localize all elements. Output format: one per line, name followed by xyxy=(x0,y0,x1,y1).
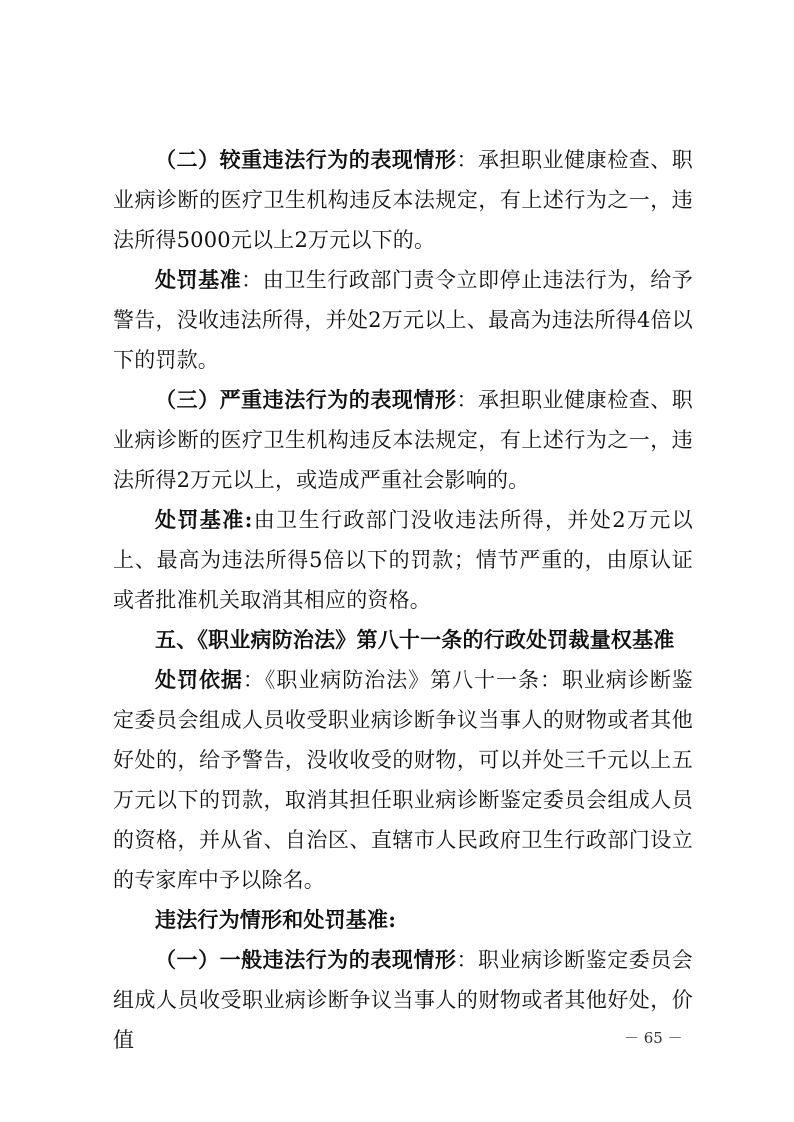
paragraph-separator: ： xyxy=(456,948,479,972)
paragraph-body: 由卫生行政部门责令立即停止违法行为，给予警告，没收违法所得，并处2万元以上、最高为违法所得4倍以下的罚款。 xyxy=(113,268,694,372)
paragraph-body: 承担职业健康检查、职业病诊断的医疗卫生机构违反本法规定，有上述行为之一，违法所得5000元以上2万元以下的。 xyxy=(113,148,694,252)
paragraph-penalty-standard xyxy=(113,500,693,620)
paragraph-separator: ： xyxy=(456,148,479,172)
paragraph-body: 由卫生行政部门没收违法所得，并处2万元以上、最高为违法所得5倍以下的罚款；情节严重的，由原认证或者批准机关取消其相应的资格。 xyxy=(113,508,693,612)
paragraph-serious-violation xyxy=(113,140,693,260)
paragraph-lead: 处罚依据 xyxy=(155,667,243,692)
paragraph-lead: （三）严重违法行为的表现情形 xyxy=(155,387,457,412)
paragraph-separator: ： xyxy=(241,268,263,292)
paragraph-lead: （二）较重违法行为的表现情形 xyxy=(155,147,457,172)
paragraph-lead: （一）一般违法行为的表现情形 xyxy=(155,947,457,972)
paragraph-lead: 处罚基准 xyxy=(155,267,242,292)
paragraph-body: 职业病诊断鉴定委员会组成人员收受职业病诊断争议当事人的财物或者其他好处，价值 xyxy=(113,948,694,1052)
section-heading: 五、《职业病防治法》第八十一条的行政处罚裁量权基准 xyxy=(155,627,675,652)
paragraph-grave-violation xyxy=(113,380,693,500)
paragraph-separator: ： xyxy=(242,668,265,692)
paragraph-lead: 处罚基准: xyxy=(155,507,253,532)
sub-heading: 违法行为情形和处罚基准: xyxy=(155,907,397,932)
body-text xyxy=(113,140,693,1060)
paragraph-penalty-basis xyxy=(113,660,693,900)
paragraph-separator: ： xyxy=(456,388,479,412)
page-number: － 65 － xyxy=(624,1029,683,1047)
paragraph-body: 承担职业健康检查、职业病诊断的医疗卫生机构违反本法规定，有上述行为之一，违法所得2万元以上，或造成严重社会影响的。 xyxy=(113,388,694,492)
paragraph-penalty-standard xyxy=(113,260,693,380)
paragraph-general-violation xyxy=(113,940,693,1060)
paragraph-body: 《职业病防治法》第八十一条：职业病诊断鉴定委员会组成人员收受职业病诊断争议当事人的财物或者其他好处的，给予警告，没收收受的财物，可以并处三千元以上五万元以下的罚款，取消其担任职业病诊断鉴定委员会组成人员的资格，并从省、自治区、直辖市人民政府卫生行政部门设立的专家库中予以除名。 xyxy=(113,668,694,892)
